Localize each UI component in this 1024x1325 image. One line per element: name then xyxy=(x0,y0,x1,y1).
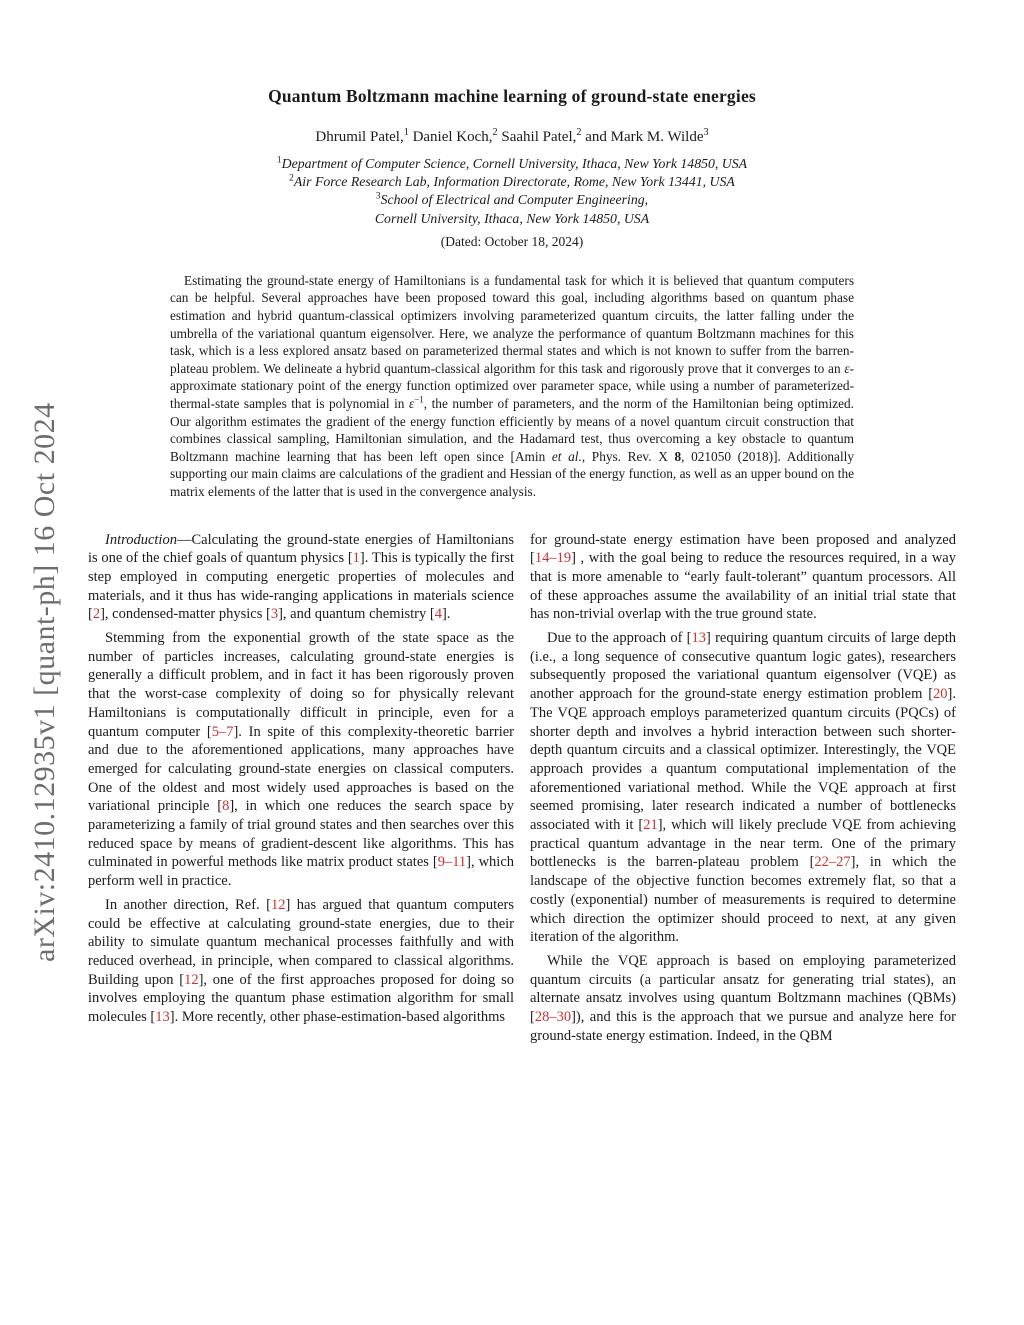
affiliation-line: $^3$School of Electrical and Computer Engineering, xyxy=(375,191,649,208)
affiliation-line: $^1$Department of Computer Science, Cornell University, Ithaca, New York 14850, USA xyxy=(276,155,748,171)
citation-link[interactable]: 2 xyxy=(92,606,101,623)
body-column-right xyxy=(530,531,956,1046)
citation-link[interactable]: 12 xyxy=(184,971,199,988)
paragraph-introduction: Introduction—Calculating the ground-state energies of Hamiltonians is one of the chief goals of quantum physics [1]. This is typically the first step employed in computing energetic properties of molecules and materials, and it thus has wide-ranging applications in materials science [2], condensed-matter physics [3], and quantum chemistry [4]. xyxy=(88,531,514,623)
citation-link[interactable]: 20 xyxy=(933,686,948,703)
arxiv-watermark: arXiv:2410.12935v1 [quant-ph] 16 Oct 2024 xyxy=(28,402,61,962)
paragraph-continuation: for ground-state energy estimation have been proposed and analyzed [14–19] , with the goal being to reduce the resources required, in a way that is more amenable to “early fault-tolerant” quantum processors. All of these approaches assume the availability of an initial trial state that has non-trivial overlap with the true ground state. xyxy=(530,531,956,623)
citation-link[interactable]: 3 xyxy=(270,606,279,623)
citation-link[interactable]: 28–30 xyxy=(534,1009,572,1026)
citation-link[interactable]: 13 xyxy=(155,1009,170,1026)
citation-link[interactable]: 4 xyxy=(434,606,442,623)
authors-line: Dhrumil Patel,$^1$ Daniel Koch,$^2$ Saahil Patel,$^2$ and Mark M. Wilde$^3$ xyxy=(315,127,709,145)
date-line: (Dated: October 18, 2024) xyxy=(440,233,584,249)
affiliation-line: Cornell University, Ithaca, New York 14850, USA xyxy=(374,210,650,226)
citation-link[interactable]: 22–27 xyxy=(814,854,851,871)
citation-link[interactable]: 21 xyxy=(643,817,658,834)
paper-header xyxy=(0,0,1024,250)
citation-link[interactable]: 13 xyxy=(691,630,707,647)
citation-link[interactable]: 14–19 xyxy=(534,550,572,567)
citation-link[interactable]: 5–7 xyxy=(211,723,234,740)
body-columns xyxy=(0,531,1024,1046)
citation-link[interactable]: 9–11 xyxy=(437,854,467,871)
abstract: Estimating the ground-state energy of Hamiltonians is a fundamental task for which it is believed that quantum computers can be helpful. Several approaches have been proposed toward this goal, including algorithms based on quantum phase estimation and hybrid quantum-classical optimizers involving parameterized quantum circuits, the latter falling under the umbrella of the variational quantum eigensolver. Here, we analyze the performance of quantum Boltzmann machines for this task, which is a less explored ansatz based on parameterized thermal states and which is not known to suffer from the barren-plateau problem. We delineate a hybrid quantum-classical algorithm for this task and rigorously prove that it converges to an ε-approximate stationary point of the energy function optimized over parameter space, while using a number of parameterized-thermal-state samples that is polynomial in $\varepsilon^{-1}$, the number of parameters, and the norm of the Hamiltonian being optimized. Our algorithm estimates the gradient of the energy function efficiently by means of a novel quantum circuit construction that combines classical sampling, Hamiltonian simulation, and the Hadamard test, thus overcoming a key obstacle to quantum Boltzmann machine learning that has been left open since [Amin et al., Phys. Rev. X 8, 021050 (2018)]. Additionally supporting our main claims are calculations of the gradient and Hessian of the energy function, as well as an upper bound on the matrix elements of the latter that is used in the convergence analysis. xyxy=(170,272,854,499)
citation-link[interactable]: 1 xyxy=(352,550,360,567)
page-title: Quantum Boltzmann machine learning of ground-state energies xyxy=(268,86,756,106)
paragraph: While the VQE approach is based on employing parameterized quantum circuits (a particular ansatz for generating trial states), an alternate ansatz involves using quantum Boltzmann machines (QBMs) [28–30]), and this is the approach that we pursue and analyze here for ground-state energy estimation. Indeed, in the QBM xyxy=(530,953,956,1044)
paragraph: Due to the approach of [13] requiring quantum circuits of large depth (i.e., a long sequence of consecutive quantum logic gates), researchers subsequently proposed the variational quantum eigensolver (VQE) as another approach for the ground-state energy estimation problem [20]. The VQE approach employs parameterized quantum circuits (PQCs) of shorter depth and involves a hybrid interaction between such shorter-depth quantum circuits and a classical optimizer. Interestingly, the VQE approach provides a quantum computational implementation of the aforementioned variational method. While the VQE approach at first seemed promising, later research indicated a number of bottlenecks associated with it [21], which will likely preclude VQE from achieving practical quantum advantage in the near term. One of the primary bottlenecks is the barren-plateau problem [22–27], in which the landscape of the objective function becomes extremely flat, so that a costly (exponential) number of measurements is required to determine which direction the optimizer should proceed to next, at any given iteration of the algorithm. xyxy=(530,630,956,946)
paragraph: Stemming from the exponential growth of the state space as the number of particles increases, calculating ground-state energies is generally a difficult problem, and in fact it has been rigorously proven that the worst-case complexity of doing so for physically relevant Hamiltonians is computationally difficult in principle, even for a quantum computer [5–7]. In spite of this complexity-theoretic barrier and due to the aforementioned applications, many approaches have emerged for calculating ground-state energies on classical computers. One of the oldest and most widely used approaches is based on the variational principle [8], in which one reduces the search space by parameterizing a family of trial ground states and then searches over this reduced space by means of gradient-descent like algorithms. This has culminated in powerful methods like matrix product states [9–11], which perform well in practice. xyxy=(88,630,515,890)
citation-link[interactable]: 12 xyxy=(270,896,286,913)
citation-link[interactable]: 8 xyxy=(222,798,230,815)
body-column-left xyxy=(88,531,514,1046)
paragraph: In another direction, Ref. [12] has argued that quantum computers could be effective at calculating ground-state energies, due to their ability to simulate quantum mechanical processes faithfully and with reduced overhead, in principle, when compared to classical algorithms. Building upon [12], one of the first approaches proposed for doing so involves employing the quantum phase estimation algorithm for small molecules [13]. More recently, other phase-estimation-based algorithms xyxy=(88,896,515,1026)
affiliation-line: $^2$Air Force Research Lab, Information Directorate, Rome, New York 13441, USA xyxy=(289,173,735,190)
affiliations-block xyxy=(0,155,1024,228)
